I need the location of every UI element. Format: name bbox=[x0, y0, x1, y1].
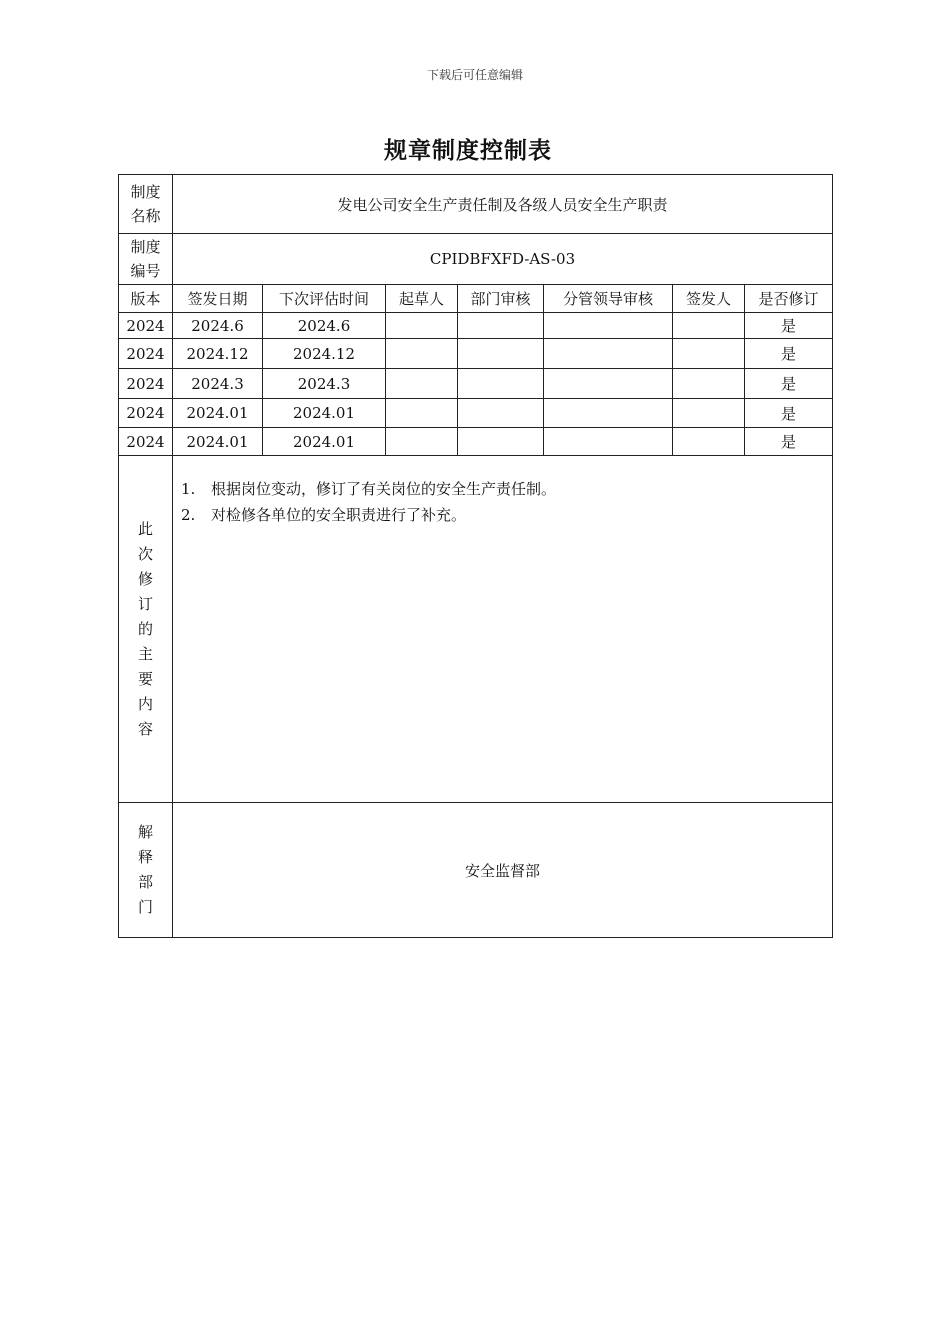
cell-next-review: 2024.6 bbox=[263, 313, 386, 339]
list-item bbox=[181, 502, 832, 528]
dept-label-char: 释 bbox=[137, 848, 153, 866]
cell-dept-review bbox=[458, 339, 544, 369]
table-row bbox=[119, 428, 833, 456]
changes-label-char: 内 bbox=[137, 694, 153, 713]
cell-leader-review bbox=[544, 399, 673, 428]
list-item-text: 对检修各单位的安全职责进行了补充。 bbox=[211, 506, 467, 524]
cell-issuer bbox=[673, 313, 745, 339]
cell-issue-date: 2024.01 bbox=[173, 428, 263, 456]
cell-revised: 是 bbox=[745, 339, 833, 369]
cell-next-review: 2024.01 bbox=[263, 428, 386, 456]
cell-version: 2024 bbox=[119, 428, 173, 456]
changes-content bbox=[173, 456, 833, 803]
cell-issuer bbox=[673, 428, 745, 456]
table-row bbox=[119, 339, 833, 369]
changes-label-char: 的 bbox=[137, 619, 153, 638]
dept-label-char: 解 bbox=[137, 823, 153, 841]
list-item-number: 2. bbox=[181, 506, 196, 524]
changes-label-char: 此 bbox=[137, 519, 153, 538]
cell-issue-date: 2024.6 bbox=[173, 313, 263, 339]
dept-label-char: 门 bbox=[137, 898, 153, 916]
list-item bbox=[181, 476, 832, 502]
header-row bbox=[119, 285, 833, 313]
cell-drafter bbox=[386, 339, 458, 369]
cell-drafter bbox=[386, 369, 458, 399]
cell-next-review: 2024.3 bbox=[263, 369, 386, 399]
col-header-leader-review: 分管领导审核 bbox=[544, 285, 673, 313]
dept-label bbox=[119, 803, 173, 938]
list-item-number: 1. bbox=[181, 480, 196, 498]
header-note: 下载后可任意编辑 bbox=[426, 68, 523, 82]
changes-label-char: 修 bbox=[137, 569, 153, 588]
col-header-version: 版本 bbox=[119, 285, 173, 313]
cell-revised: 是 bbox=[745, 399, 833, 428]
cell-version: 2024 bbox=[119, 339, 173, 369]
cell-revised: 是 bbox=[745, 369, 833, 399]
name-label-line1: 制度 bbox=[130, 183, 161, 201]
cell-leader-review bbox=[544, 313, 673, 339]
page-title: 规章制度控制表 bbox=[384, 138, 552, 164]
cell-issue-date: 2024.12 bbox=[173, 339, 263, 369]
table-row bbox=[119, 369, 833, 399]
name-label-cell bbox=[119, 175, 173, 234]
dept-label-char: 部 bbox=[137, 873, 153, 891]
cell-version: 2024 bbox=[119, 369, 173, 399]
cell-dept-review bbox=[458, 399, 544, 428]
cell-drafter bbox=[386, 313, 458, 339]
cell-leader-review bbox=[544, 369, 673, 399]
col-header-dept-review: 部门审核 bbox=[458, 285, 544, 313]
dept-value: 安全监督部 bbox=[173, 803, 833, 938]
cell-leader-review bbox=[544, 428, 673, 456]
table-row bbox=[119, 313, 833, 339]
col-header-next-review: 下次评估时间 bbox=[263, 285, 386, 313]
col-header-drafter: 起草人 bbox=[386, 285, 458, 313]
changes-label-char: 主 bbox=[137, 644, 153, 663]
cell-issuer bbox=[673, 369, 745, 399]
cell-version: 2024 bbox=[119, 313, 173, 339]
changes-label-char: 订 bbox=[137, 594, 153, 613]
cell-dept-review bbox=[458, 369, 544, 399]
table-row bbox=[119, 399, 833, 428]
cell-revised: 是 bbox=[745, 428, 833, 456]
col-header-revised: 是否修订 bbox=[745, 285, 833, 313]
cell-drafter bbox=[386, 428, 458, 456]
cell-issue-date: 2024.01 bbox=[173, 399, 263, 428]
changes-label-char: 次 bbox=[137, 544, 153, 563]
cell-leader-review bbox=[544, 339, 673, 369]
changes-label bbox=[119, 456, 173, 803]
cell-dept-review bbox=[458, 428, 544, 456]
cell-issue-date: 2024.3 bbox=[173, 369, 263, 399]
col-header-issuer: 签发人 bbox=[673, 285, 745, 313]
code-label-line2: 编号 bbox=[130, 262, 161, 280]
cell-revised: 是 bbox=[745, 313, 833, 339]
changes-label-char: 要 bbox=[137, 669, 153, 688]
code-value: CPIDBFXFD-AS-03 bbox=[173, 234, 833, 285]
name-value: 发电公司安全生产责任制及各级人员安全生产职责 bbox=[173, 175, 833, 234]
cell-drafter bbox=[386, 399, 458, 428]
cell-issuer bbox=[673, 399, 745, 428]
code-label-cell bbox=[119, 234, 173, 285]
control-table bbox=[118, 174, 833, 938]
cell-dept-review bbox=[458, 313, 544, 339]
cell-next-review: 2024.01 bbox=[263, 399, 386, 428]
cell-version: 2024 bbox=[119, 399, 173, 428]
cell-issuer bbox=[673, 339, 745, 369]
cell-next-review: 2024.12 bbox=[263, 339, 386, 369]
list-item-text: 根据岗位变动，修订了有关岗位的安全生产责任制。 bbox=[211, 480, 557, 498]
code-label-line1: 制度 bbox=[130, 238, 161, 256]
col-header-issue-date: 签发日期 bbox=[173, 285, 263, 313]
name-label-line2: 名称 bbox=[130, 207, 161, 225]
changes-label-char: 容 bbox=[137, 719, 153, 738]
